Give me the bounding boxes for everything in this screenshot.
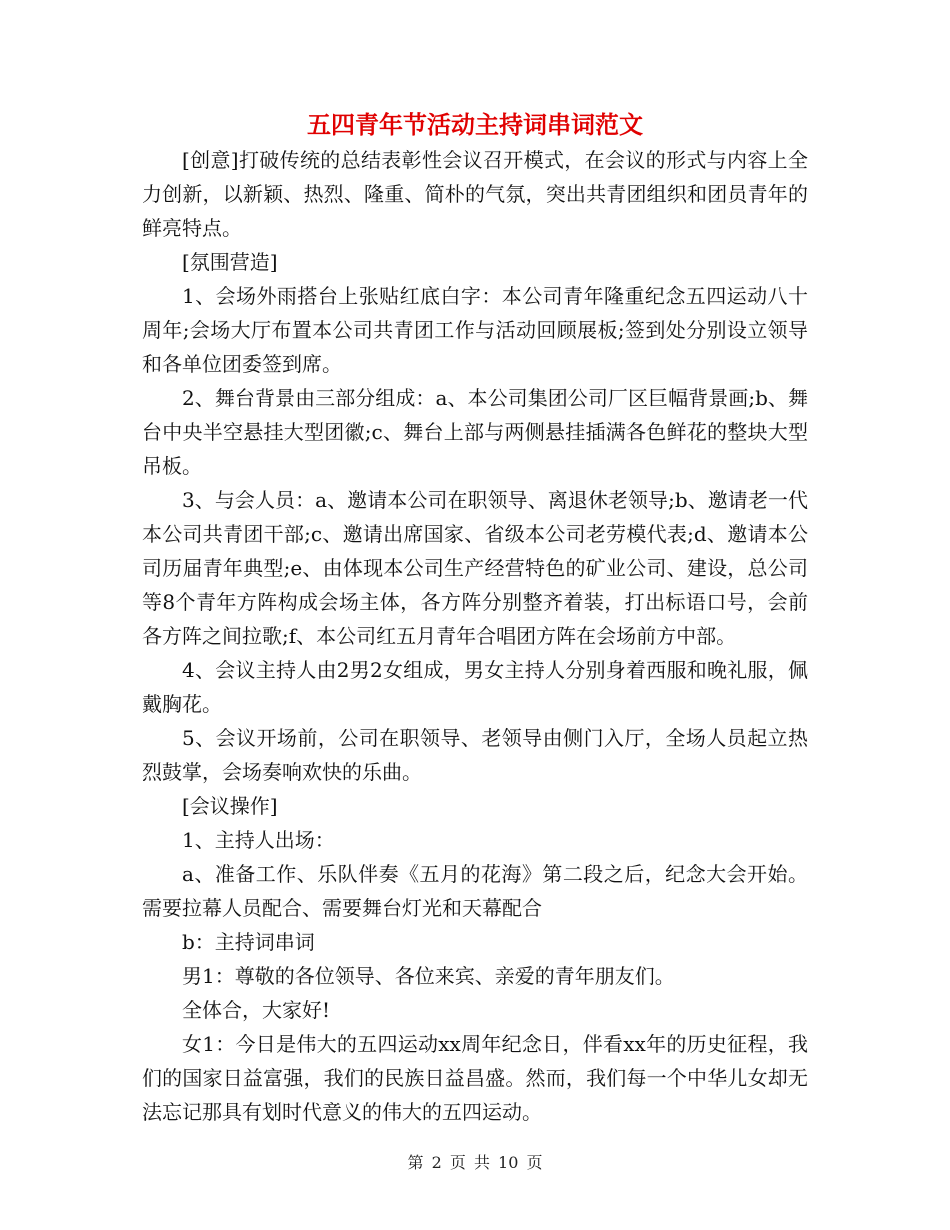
- paragraph-stage: 2、舞台背景由三部分组成：a、本公司集团公司厂区巨幅背景画;b、舞台中央半空悬挂大型团徽;c、舞台上部与两侧悬挂插满各色鲜花的整块大型吊板。: [142, 386, 808, 478]
- paragraph-opening: 5、会议开场前，公司在职领导、老领导由侧门入厅，全场人员起立热烈鼓掌，会场奏响欢快的乐曲。: [142, 726, 808, 784]
- document-body: [142, 143, 808, 1129]
- paragraph-all-together: 全体合，大家好!: [182, 998, 331, 1022]
- paragraph-host-entrance: 1、主持人出场：: [182, 828, 335, 852]
- paragraph-preparation: a、准备工作、乐队伴奏《五月的花海》第二段之后，纪念大会开始。需要拉幕人员配合、需要舞台灯光和天幕配合: [142, 862, 808, 920]
- paragraph-script-heading: b：主持词串词: [182, 930, 315, 954]
- paragraph-male-1: 男1：尊敬的各位领导、各位来宾、亲爱的青年朋友们。: [182, 964, 675, 988]
- section-heading-atmosphere: [氛围营造]: [182, 250, 278, 274]
- paragraph-creative: [创意]打破传统的总结表彰性会议召开模式，在会议的形式与内容上全力创新，以新颖、热烈、隆重、简朴的气氛，突出共青团组织和团员青年的鲜亮特点。: [142, 148, 808, 240]
- section-heading-operation: [会议操作]: [182, 794, 278, 818]
- document-title: 五四青年节活动主持词串词范文: [307, 110, 643, 139]
- paragraph-venue: 1、会场外雨搭台上张贴红底白字：本公司青年隆重纪念五四运动八十周年;会场大厅布置本公司共青团工作与活动回顾展板;签到处分别设立领导和各单位团委签到席。: [142, 284, 808, 376]
- paragraph-attendees: 3、与会人员：a、邀请本公司在职领导、离退休老领导;b、邀请老一代本公司共青团干部;c、邀请出席国家、省级本公司老劳模代表;d、邀请本公司历届青年典型;e、由体现本公司生产经营特色的矿业公司、建设，总公司等8个青年方阵构成会场主体，各方阵分别整齐着装，打出标语口号，会前各方阵之间拉歌;f、本公司红五月青年合唱团方阵在会场前方中部。: [142, 488, 808, 648]
- paragraph-female-1: 女1：今日是伟大的五四运动xx周年纪念日，伴看xx年的历史征程，我们的国家日益富强，我们的民族日益昌盛。然而，我们每一个中华儿女却无法忘记那具有划时代意义的伟大的五四运动。: [142, 1032, 808, 1124]
- page-number: 第 2 页 共 10 页: [407, 1153, 543, 1172]
- paragraph-hosts: 4、会议主持人由2男2女组成，男女主持人分别身着西服和晚礼服，佩戴胸花。: [142, 658, 808, 716]
